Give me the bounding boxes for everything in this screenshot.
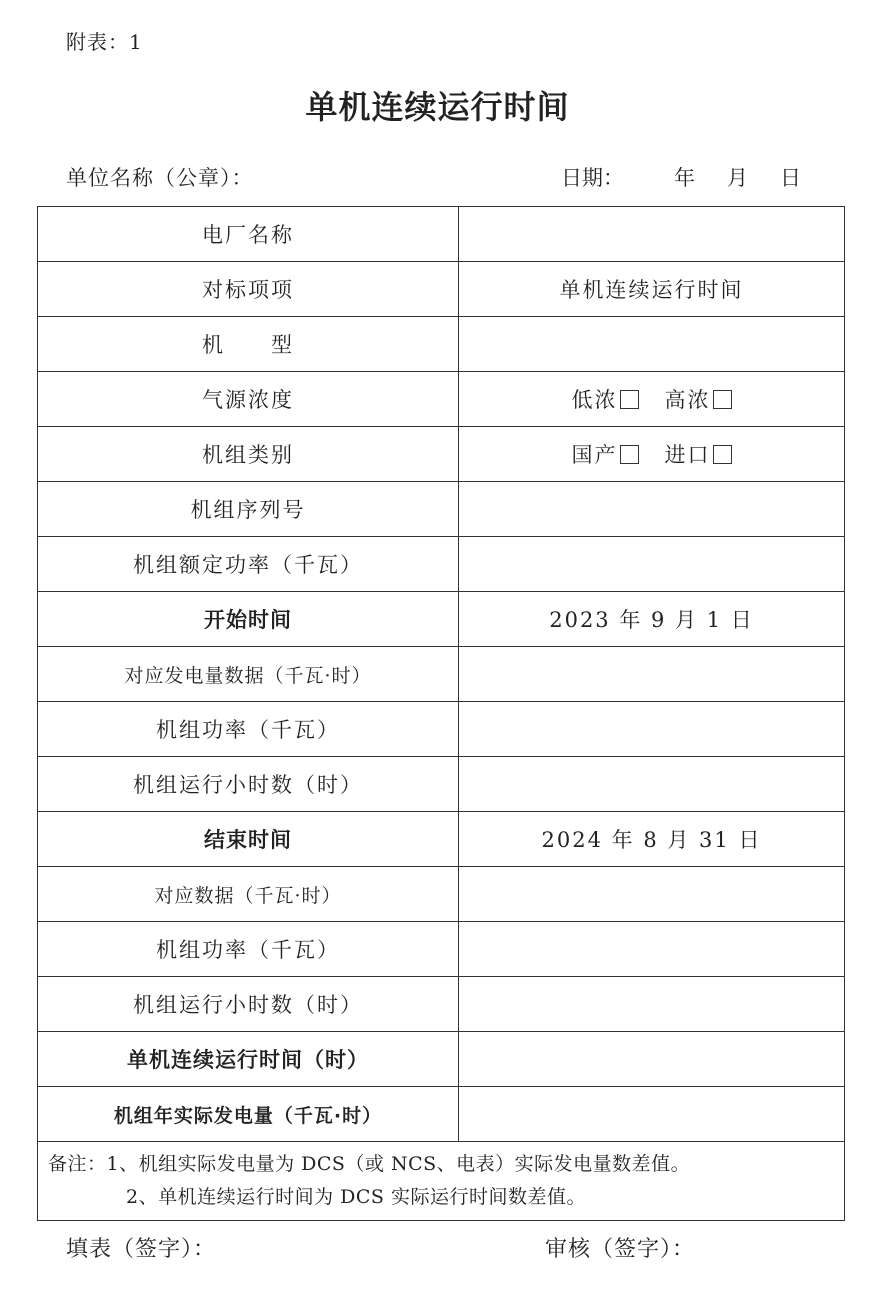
attachment-label: 附表：1 — [66, 30, 143, 54]
option-high-concentration[interactable] — [665, 384, 732, 414]
checkbox-high-concentration[interactable] — [713, 390, 732, 409]
row-label-end-unit-power: 机组功率（千瓦） — [38, 922, 459, 977]
table-row — [38, 537, 845, 592]
field-gas-concentration — [459, 372, 845, 427]
table-row — [38, 262, 845, 317]
table-row — [38, 317, 845, 372]
table-row — [38, 812, 845, 867]
date-line — [561, 162, 801, 192]
table-row — [38, 427, 845, 482]
date-label: 日期： — [561, 166, 624, 190]
field-model[interactable] — [459, 317, 845, 372]
table-row — [38, 977, 845, 1032]
row-label-plant-name: 电厂名称 — [38, 207, 459, 262]
notes-cell — [38, 1142, 845, 1221]
field-serial-number[interactable] — [459, 482, 845, 537]
table-row — [38, 482, 845, 537]
checkbox-domestic[interactable] — [620, 445, 639, 464]
field-start-energy-data[interactable] — [459, 647, 845, 702]
option-low-concentration[interactable] — [572, 384, 639, 414]
row-label-start-time: 开始时间 — [38, 592, 459, 647]
field-continuous-run-time[interactable] — [459, 1032, 845, 1087]
field-start-unit-power[interactable] — [459, 702, 845, 757]
field-end-run-hours[interactable] — [459, 977, 845, 1032]
notes-row — [38, 1142, 845, 1221]
field-benchmark-item: 单机连续运行时间 — [459, 262, 845, 317]
field-end-data[interactable] — [459, 867, 845, 922]
table-row — [38, 592, 845, 647]
reviewer-signature-label: 审核（签字）： — [545, 1237, 696, 1262]
option-label: 高浓 — [664, 388, 711, 412]
field-rated-power[interactable] — [459, 537, 845, 592]
checkbox-low-concentration[interactable] — [620, 390, 639, 409]
option-domestic[interactable] — [572, 439, 639, 469]
table-row — [38, 922, 845, 977]
field-end-unit-power[interactable] — [459, 922, 845, 977]
row-label-unit-category: 机组类别 — [38, 427, 459, 482]
note-line-1: 备注：1、机组实际发电量为 DCS（或 NCS、电表）实际发电量数差值。 — [48, 1153, 691, 1175]
year-label: 年 — [674, 166, 695, 190]
option-label: 国产 — [571, 443, 618, 467]
row-label-gas-concentration: 气源浓度 — [38, 372, 459, 427]
unit-name-label: 单位名称（公章）： — [66, 166, 254, 190]
table-row — [38, 1032, 845, 1087]
field-plant-name[interactable] — [459, 207, 845, 262]
row-label-start-run-hours: 机组运行小时数（时） — [38, 757, 459, 812]
option-label: 进口 — [664, 443, 711, 467]
form-table — [37, 206, 845, 1221]
row-label-start-energy-data: 对应发电量数据（千瓦·时） — [38, 647, 459, 702]
row-label-end-run-hours: 机组运行小时数（时） — [38, 977, 459, 1032]
row-label-rated-power: 机组额定功率（千瓦） — [38, 537, 459, 592]
table-row — [38, 207, 845, 262]
filler-signature-label: 填表（签字）： — [66, 1237, 217, 1262]
table-row — [38, 702, 845, 757]
row-label-end-data: 对应数据（千瓦·时） — [38, 867, 459, 922]
row-label-continuous-run-time: 单机连续运行时间（时） — [38, 1032, 459, 1087]
row-label-annual-generation: 机组年实际发电量（千瓦·时） — [38, 1087, 459, 1142]
field-annual-generation[interactable] — [459, 1087, 845, 1142]
month-label: 月 — [727, 166, 748, 190]
field-start-run-hours[interactable] — [459, 757, 845, 812]
row-label-benchmark-item: 对标项项 — [38, 262, 459, 317]
field-unit-category — [459, 427, 845, 482]
page-title: 单机连续运行时间 — [305, 88, 570, 126]
option-label: 低浓 — [571, 388, 618, 412]
row-label-start-unit-power: 机组功率（千瓦） — [38, 702, 459, 757]
table-row — [38, 372, 845, 427]
table-row — [38, 647, 845, 702]
row-label-model: 机 型 — [38, 317, 459, 372]
note-line-2: 2、单机连续运行时间为 DCS 实际运行时间数差值。 — [126, 1186, 586, 1208]
option-imported[interactable] — [665, 439, 732, 469]
field-end-time: 2024 年 8 月 31 日 — [459, 812, 845, 867]
checkbox-imported[interactable] — [713, 445, 732, 464]
day-label: 日 — [780, 166, 801, 190]
row-label-serial-number: 机组序列号 — [38, 482, 459, 537]
field-start-time: 2023 年 9 月 1 日 — [459, 592, 845, 647]
table-row — [38, 757, 845, 812]
table-row — [38, 867, 845, 922]
row-label-end-time: 结束时间 — [38, 812, 459, 867]
table-row — [38, 1087, 845, 1142]
